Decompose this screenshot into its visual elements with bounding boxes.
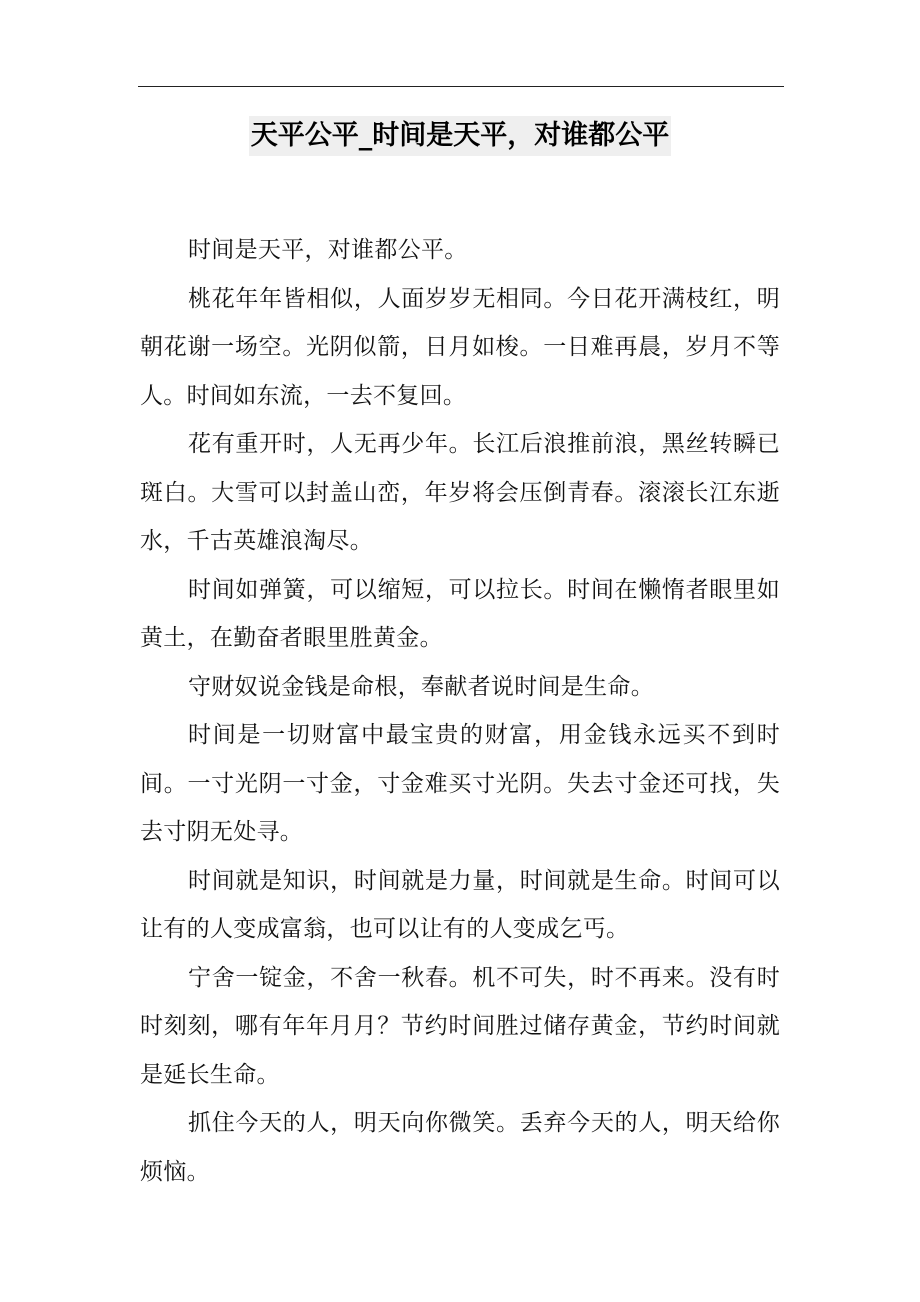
paragraph: 守财奴说金钱是命根，奉献者说时间是生命。 — [188, 673, 654, 700]
paragraph: 时间是一切财富中最宝贵的财富，用金钱永远买不到时间。一寸光阴一寸金，寸金难买寸光阴。失去寸金还可找，失去寸阴无处寻。 — [140, 722, 780, 845]
document-body — [140, 226, 780, 1196]
title-container — [0, 116, 920, 156]
paragraph: 抓住今天的人，明天向你微笑。丢弃今天的人，明天给你烦恼。 — [140, 1110, 780, 1185]
paragraph: 宁舍一锭金，不舍一秋春。机不可失，时不再来。没有时时刻刻，哪有年年月月？节约时间胜过储存黄金，节约时间就是延长生命。 — [140, 964, 780, 1088]
paragraph: 桃花年年皆相似，人面岁岁无相同。今日花开满枝红，明朝花谢一场空。光阴似箭，日月如梭。一日难再晨，岁月不等人。时间如东流，一去不复回。 — [140, 285, 780, 409]
paragraph: 时间就是知识，时间就是力量，时间就是生命。时间可以让有的人变成富翁，也可以让有的人变成乞丐。 — [140, 867, 780, 942]
header-divider — [138, 86, 784, 87]
paragraph: 花有重开时，人无再少年。长江后浪推前浪，黑丝转瞬已斑白。大雪可以封盖山峦，年岁将会压倒青春。滚滚长江东逝水，千古英雄浪淘尽。 — [140, 431, 780, 554]
paragraph: 时间是天平，对谁都公平。 — [188, 237, 468, 263]
document-title: 天平公平_时间是天平，对谁都公平 — [249, 116, 672, 156]
paragraph: 时间如弹簧，可以缩短，可以拉长。时间在懒惰者眼里如黄土，在勤奋者眼里胜黄金。 — [140, 576, 780, 651]
